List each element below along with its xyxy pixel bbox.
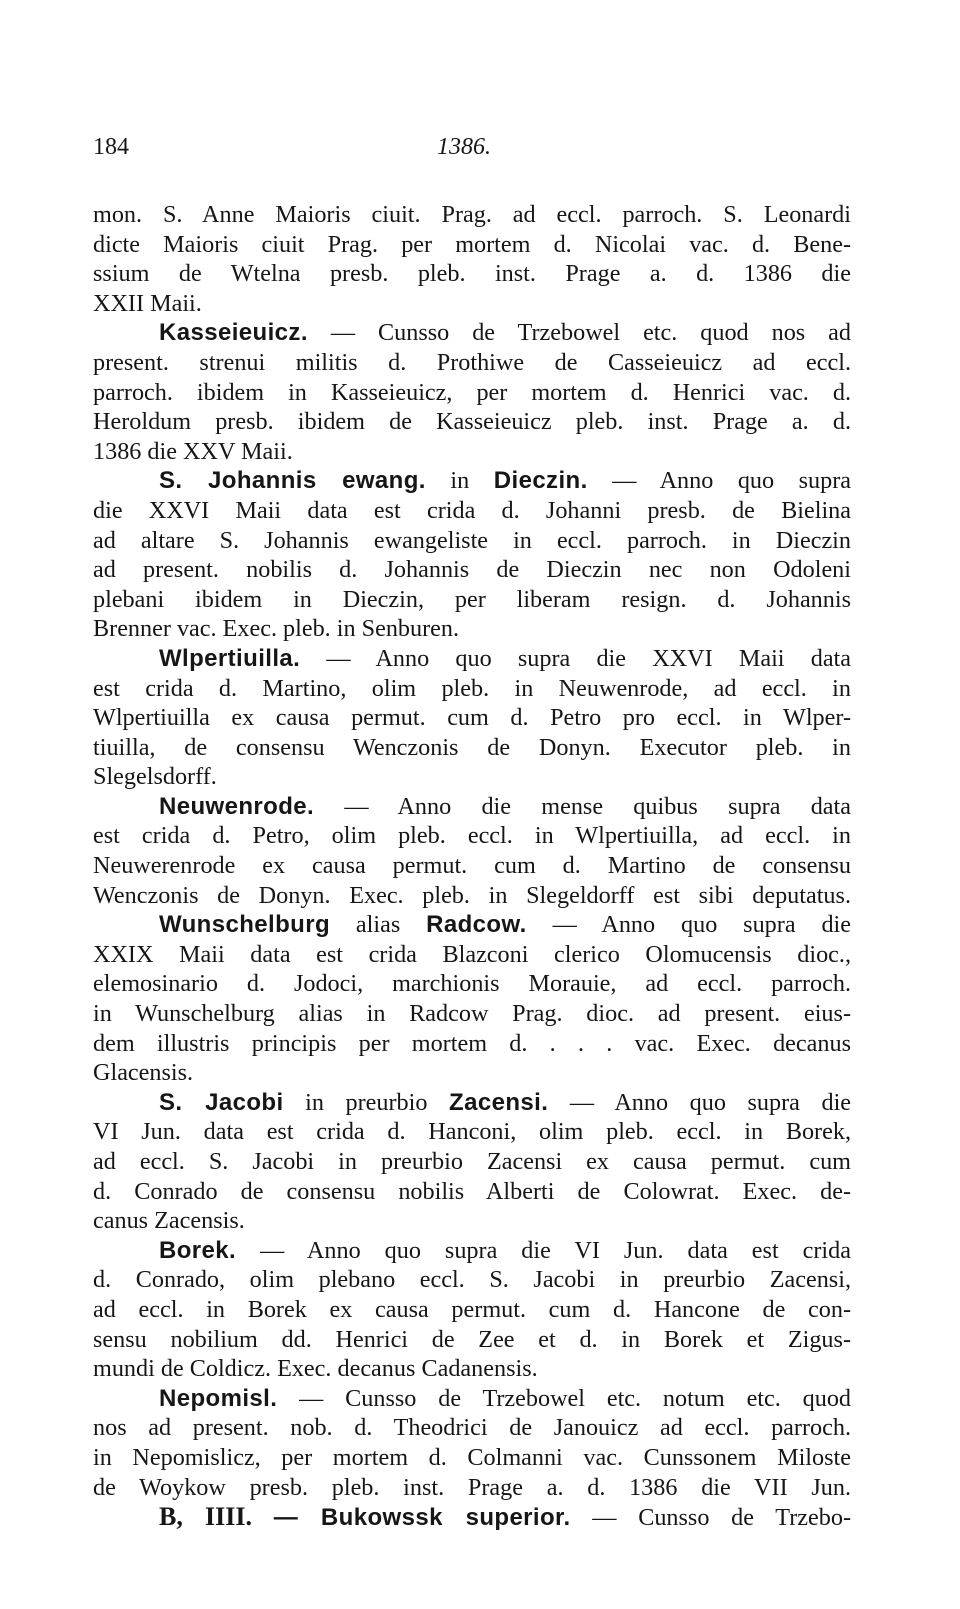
text-line: de Woykow presb. pleb. inst. Prage a. d. 1386 die VII Jun. [93, 1473, 851, 1501]
text-line: dicte Maioris ciuit Prag. per mortem d. Nicolai vac. d. Bene- [93, 230, 851, 258]
entry-first-line [93, 466, 851, 496]
text-line: mon. S. Anne Maioris ciuit. Prag. ad eccl. parroch. S. Leonardi [93, 201, 851, 228]
text-line: XXII Maii. [93, 289, 202, 317]
text-line: VI Jun. data est crida d. Hanconi, olim pleb. eccl. in Borek, [93, 1118, 851, 1146]
entry-first-line [93, 1236, 851, 1266]
entry-first-line [93, 318, 851, 348]
entry-first-line [93, 1384, 851, 1414]
text-line: die XXVI Maii data est crida d. Johanni presb. de Bielina [93, 496, 851, 524]
text-line: est crida d. Martino, olim pleb. in Neuwenrode, ad eccl. in [93, 674, 851, 702]
text-line: Heroldum presb. ibidem de Kasseieuicz pleb. inst. Prage a. d. [93, 408, 851, 436]
entry-kasseieuicz [93, 318, 851, 466]
text-line: sensu nobilium dd. Henrici de Zee et d. in Borek et Zigus- [93, 1325, 851, 1353]
entry-heading: Borek. [159, 1236, 237, 1264]
text-line: 1386 die XXV Maii. [93, 437, 293, 465]
entry-label: B, IIII. [159, 1502, 253, 1532]
entry-continuation [93, 200, 851, 318]
entry-heading: S. Jacobi [159, 1088, 284, 1116]
entry-first-line [93, 792, 851, 822]
entry-wunschelburg [93, 910, 851, 1088]
text-line: d. Conrado de consensu nobilis Alberti de Colowrat. Exec. de- [93, 1177, 851, 1205]
document-body [93, 200, 851, 1533]
text-line: in Nepomislicz, per mortem d. Colmanni vac. Cunssonem Miloste [93, 1443, 851, 1471]
running-header-year: 1386. [437, 134, 491, 160]
text-line: — Anno quo supra die [569, 1088, 852, 1116]
entry-heading-place: Dieczin. [493, 467, 588, 495]
entry-first-line [93, 644, 851, 674]
text-line: — Anno quo supra die XXVI Maii data [326, 644, 852, 672]
text-line: parroch. ibidem in Kasseieuicz, per mortem d. Henrici vac. d. [93, 378, 851, 406]
text-line: ssium de Wtelna presb. pleb. inst. Prage a. d. 1386 die [93, 260, 851, 288]
text-line: dem illustris principis per mortem d. . . . vac. Exec. decanus [93, 1029, 851, 1057]
text-line: canus Zacensis. [93, 1207, 245, 1235]
entry-heading: Wlpertiuilla. [159, 644, 301, 672]
text-line: d. Conrado, olim plebano eccl. S. Jacobi in preurbio Zacensi, [93, 1266, 851, 1294]
heading-connector: in [450, 467, 470, 495]
text-line: — Anno quo supra [612, 467, 852, 495]
entry-first-line [93, 1502, 851, 1533]
text-line: Wlpertiuilla ex causa permut. cum d. Petro pro eccl. in Wlper- [93, 704, 851, 732]
entry-heading: Wunschelburg [159, 911, 331, 939]
entry-first-line [93, 1088, 851, 1118]
page-number: 184 [93, 134, 129, 160]
text-line: nos ad present. nob. d. Theodrici de Janouicz ad eccl. parroch. [93, 1414, 851, 1442]
text-line: — Cunsso de Trzebo- [592, 1504, 851, 1532]
entry-s-jacobi [93, 1088, 851, 1236]
text-line: est crida d. Petro, olim pleb. eccl. in Wlpertiuilla, ad eccl. in [93, 822, 851, 850]
heading-connector: alias [355, 911, 401, 939]
text-line: Brenner vac. Exec. pleb. in Senburen. [93, 615, 460, 643]
text-line: XXIX Maii data est crida Blazconi clerico Olomucensis dioc., [93, 940, 851, 968]
text-line: ad eccl. S. Jacobi in preurbio Zacensi ex causa permut. cum [93, 1148, 851, 1175]
entry-bukowssk [93, 1502, 851, 1533]
entry-dieczin [93, 466, 851, 644]
heading-connector: in preurbio [305, 1088, 428, 1116]
text-line: present. strenui militis d. Prothiwe de Casseieuicz ad eccl. [93, 348, 851, 376]
entry-wlpertiuilla [93, 644, 851, 792]
entry-nepomisl [93, 1384, 851, 1502]
text-line: plebani ibidem in Dieczin, per liberam resign. d. Johannis [93, 585, 851, 613]
text-line: — Anno quo supra die [552, 911, 852, 939]
entry-heading-place: Zacensi. [449, 1088, 549, 1116]
text-line: ad eccl. in Borek ex causa permut. cum d. Hancone de con- [93, 1295, 851, 1323]
text-line: Slegelsdorff. [93, 763, 217, 791]
text-line: — Cunsso de Trzebowel etc. quod nos ad [330, 319, 851, 347]
entry-heading: Nepomisl. [159, 1384, 278, 1412]
text-line: tiuilla, de consensu Wenczonis de Donyn. Executor pleb. in [93, 733, 851, 761]
entry-borek [93, 1236, 851, 1384]
entry-heading-place: Radcow. [426, 911, 527, 939]
text-line: — Anno die mense quibus supra data [344, 792, 851, 820]
text-line: — Cunsso de Trzebowel etc. notum etc. quod [299, 1384, 852, 1412]
entry-neuwenrode [93, 792, 851, 910]
text-line: Glacensis. [93, 1059, 194, 1087]
text-line: elemosinario d. Jodoci, marchionis Morauie, ad eccl. parroch. [93, 970, 851, 998]
text-line: — Anno quo supra die VI Jun. data est crida [260, 1236, 851, 1264]
entry-first-line [93, 910, 851, 940]
entry-heading: S. Johannis ewang. [159, 467, 426, 495]
text-line: in Wunschelburg alias in Radcow Prag. dioc. ad present. eius- [93, 1000, 851, 1028]
entry-heading: — Bukowssk superior. [273, 1504, 571, 1532]
text-line: Neuwerenrode ex causa permut. cum d. Martino de consensu [93, 852, 851, 880]
page-header [93, 132, 851, 162]
text-line: mundi de Coldicz. Exec. decanus Cadanensis. [93, 1355, 538, 1383]
entry-heading: Neuwenrode. [159, 792, 315, 820]
entry-heading: Kasseieuicz. [159, 319, 308, 347]
text-line: Wenczonis de Donyn. Exec. pleb. in Slegeldorff est sibi deputatus. [93, 881, 851, 909]
text-line: ad altare S. Johannis ewangeliste in eccl. parroch. in Dieczin [93, 526, 851, 554]
text-line: ad present. nobilis d. Johannis de Dieczin nec non Odoleni [93, 556, 851, 584]
